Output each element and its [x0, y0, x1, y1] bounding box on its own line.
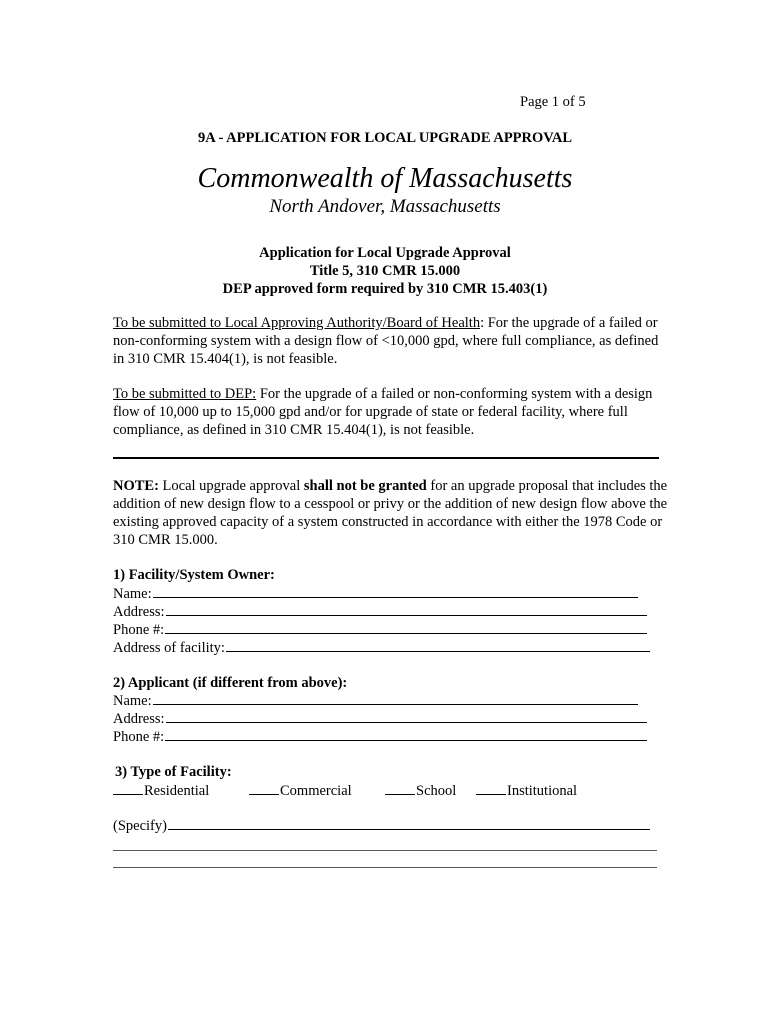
- owner-phone-field[interactable]: [113, 621, 647, 639]
- specify-input[interactable]: [168, 817, 650, 830]
- page-number: Page 1 of 5: [520, 94, 586, 110]
- note-text: for an upgrade proposal that includes the addition of new design flow to a cesspool or privy or the addition of new design flow above the existing approved capacity of a system constructed in accordance with either the 1978 Code or 310 CMR 15.000.: [113, 478, 668, 548]
- facility-option-label: School: [416, 783, 457, 799]
- specify-field[interactable]: [113, 817, 650, 835]
- applicant-phone-input[interactable]: [165, 728, 647, 741]
- applicant-address-label: Address:: [113, 711, 165, 727]
- section2-title: 2) Applicant (if different from above):: [113, 675, 348, 691]
- form-title: 9A - APPLICATION FOR LOCAL UPGRADE APPROVAL: [197, 130, 573, 146]
- application-heading-line: Application for Local Upgrade Approval: [259, 245, 511, 261]
- owner-name-label: Name:: [113, 586, 152, 602]
- owner-address-field[interactable]: [113, 603, 647, 621]
- dep-submission-label: To be submitted to DEP:: [113, 386, 257, 402]
- facility-option-commercial[interactable]: [249, 782, 352, 800]
- facility-option-school[interactable]: [385, 782, 456, 800]
- note-emphasis: shall not be granted: [303, 478, 427, 494]
- owner-name-field[interactable]: [113, 585, 638, 603]
- section3-title: 3) Type of Facility:: [115, 764, 232, 780]
- specify-continuation-line[interactable]: [113, 850, 657, 851]
- facility-address-label: Address of facility:: [113, 640, 225, 656]
- application-heading-line: DEP approved form required by 310 CMR 15.403(1): [222, 281, 548, 297]
- facility-option-residential[interactable]: [113, 782, 209, 800]
- note-label: NOTE:: [113, 478, 159, 494]
- specify-label: (Specify): [113, 818, 167, 834]
- facility-option-label: Commercial: [280, 783, 352, 799]
- institutional-checkbox[interactable]: [476, 782, 506, 795]
- section-divider: [113, 457, 659, 459]
- application-heading-line: Title 5, 310 CMR 15.000: [309, 263, 461, 279]
- applicant-address-input[interactable]: [166, 710, 647, 723]
- school-checkbox[interactable]: [385, 782, 415, 795]
- local-submission-text: : For the upgrade of a failed or non-conforming system with a design flow of <10,000 gpd, where full compliance, as defined in 310 CMR 15.404(1), is not feasible.: [113, 315, 659, 367]
- applicant-address-field[interactable]: [113, 710, 647, 728]
- applicant-phone-field[interactable]: [113, 728, 647, 746]
- owner-phone-label: Phone #:: [113, 622, 165, 638]
- commercial-checkbox[interactable]: [249, 782, 279, 795]
- owner-phone-input[interactable]: [165, 621, 647, 634]
- town-heading: North Andover, Massachusetts: [269, 196, 501, 217]
- owner-name-input[interactable]: [153, 585, 638, 598]
- facility-option-label: Residential: [144, 783, 210, 799]
- applicant-name-input[interactable]: [153, 692, 638, 705]
- specify-continuation-line[interactable]: [113, 867, 657, 868]
- local-submission-label: To be submitted to Local Approving Authority/Board of Health: [113, 315, 481, 331]
- owner-address-label: Address:: [113, 604, 165, 620]
- note-text: Local upgrade approval: [158, 478, 304, 494]
- dep-submission-paragraph: [113, 385, 673, 439]
- facility-address-field[interactable]: [113, 639, 650, 657]
- facility-option-institutional[interactable]: [476, 782, 577, 800]
- facility-option-label: Institutional: [507, 783, 578, 799]
- facility-address-input[interactable]: [226, 639, 650, 652]
- local-submission-paragraph: [113, 314, 673, 368]
- applicant-phone-label: Phone #:: [113, 729, 165, 745]
- owner-address-input[interactable]: [166, 603, 647, 616]
- application-heading: [0, 244, 770, 298]
- applicant-name-field[interactable]: [113, 692, 638, 710]
- note-paragraph: [113, 477, 673, 549]
- state-heading: Commonwealth of Massachusetts: [197, 163, 573, 194]
- dep-submission-text: For the upgrade of a failed or non-conforming system with a design flow of 10,000 up to 15,000 gpd and/or for upgrade of state or federal facility, where full compliance, as defined in 310 CMR 15.404(1), is not feasible.: [113, 386, 653, 438]
- residential-checkbox[interactable]: [113, 782, 143, 795]
- section1-title: 1) Facility/System Owner:: [113, 567, 275, 583]
- applicant-name-label: Name:: [113, 693, 152, 709]
